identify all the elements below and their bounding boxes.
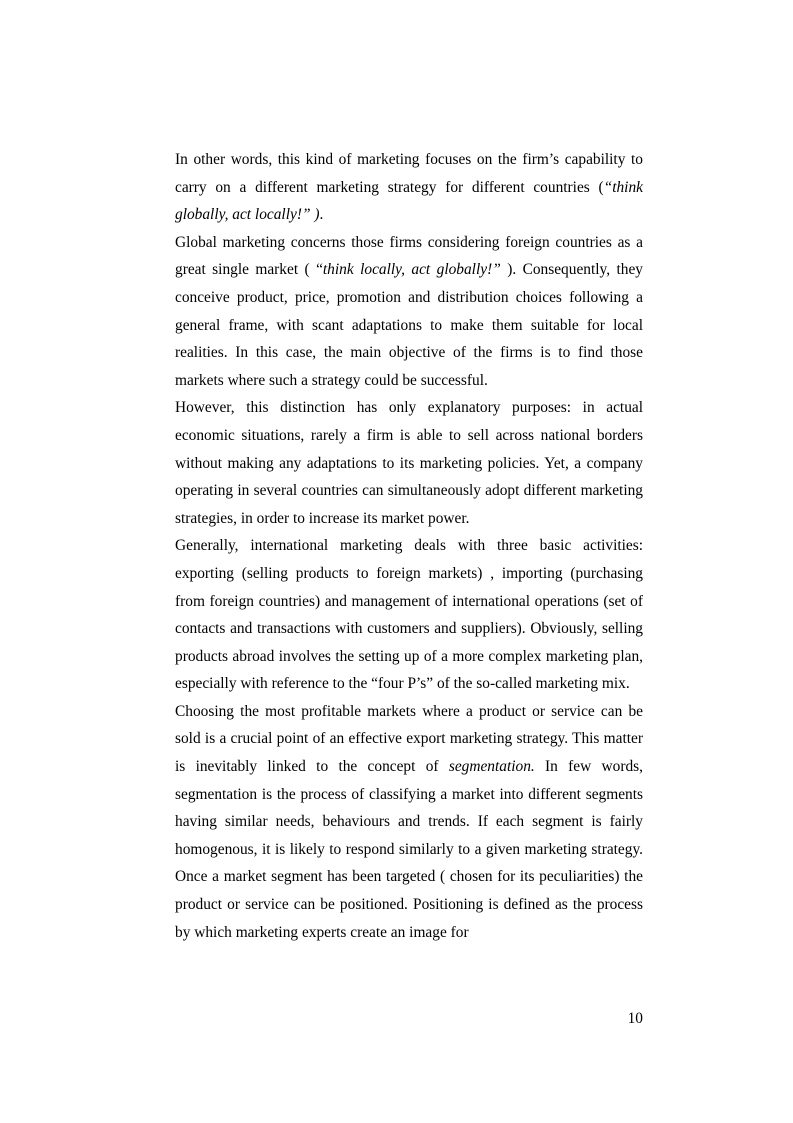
- text-run: In other words, this kind of marketing focuses on the firm’s capability to carry on a different marketing strategy for different countries (: [175, 151, 643, 196]
- paragraph-4: [175, 532, 643, 698]
- paragraph-2: [175, 229, 643, 395]
- italic-text-run: “think globally, act locally!” ): [175, 178, 643, 224]
- italic-text-run: think locally, act globally!”: [322, 261, 501, 279]
- paragraph-1: [175, 146, 643, 229]
- text-run: .: [319, 206, 324, 224]
- text-run: However, this distinction has only explanatory purposes: in actual economic situations, rarely a firm is able to sell across national borders without making any adaptations to its marketing policies. Yet, a company operating in several countries can simultaneously adopt different marketing strategies, in order to increase its market power.: [175, 399, 643, 527]
- text-run: Global marketing concerns those firms considering foreign countries as a great single market ( “: [175, 233, 643, 279]
- text-run: ). Consequently, they conceive product, price, promotion and distribution choices following a general frame, with scant adaptations to make them suitable for local realities. In this case, the main objective of the firms is to find those markets where such a strategy could be successful.: [175, 261, 643, 389]
- italic-text-run: segmentation.: [448, 758, 535, 776]
- text-run: Generally, international marketing deals with three basic activities: exporting (selling products to foreign markets) , importing (purchasing from foreign countries) and management of international operations (set of contacts and transactions with customers and suppliers). Obviously, selling products abroad involves the setting up of a more complex marketing plan, especially with reference to the “four P’s” of the so-called marketing mix.: [175, 537, 643, 693]
- body-text: [175, 146, 643, 946]
- paragraph-3: [175, 394, 643, 532]
- text-run: Choosing the most profitable markets where a product or service can be sold is a crucial point of an effective export marketing strategy. This matter is inevitably linked to the concept of: [175, 702, 643, 776]
- text-run: In few words, segmentation is the process of classifying a market into different segments having similar needs, behaviours and trends. If each segment is fairly homogenous, it is likely to respond similarly to a given marketing strategy. Once a market segment has been targeted ( chosen for its peculiarities) the product or service can be positioned. Positioning is defined as the process by which marketing experts create an image for: [175, 758, 644, 941]
- page-number: 10: [627, 1010, 643, 1027]
- paragraph-5: [175, 698, 643, 946]
